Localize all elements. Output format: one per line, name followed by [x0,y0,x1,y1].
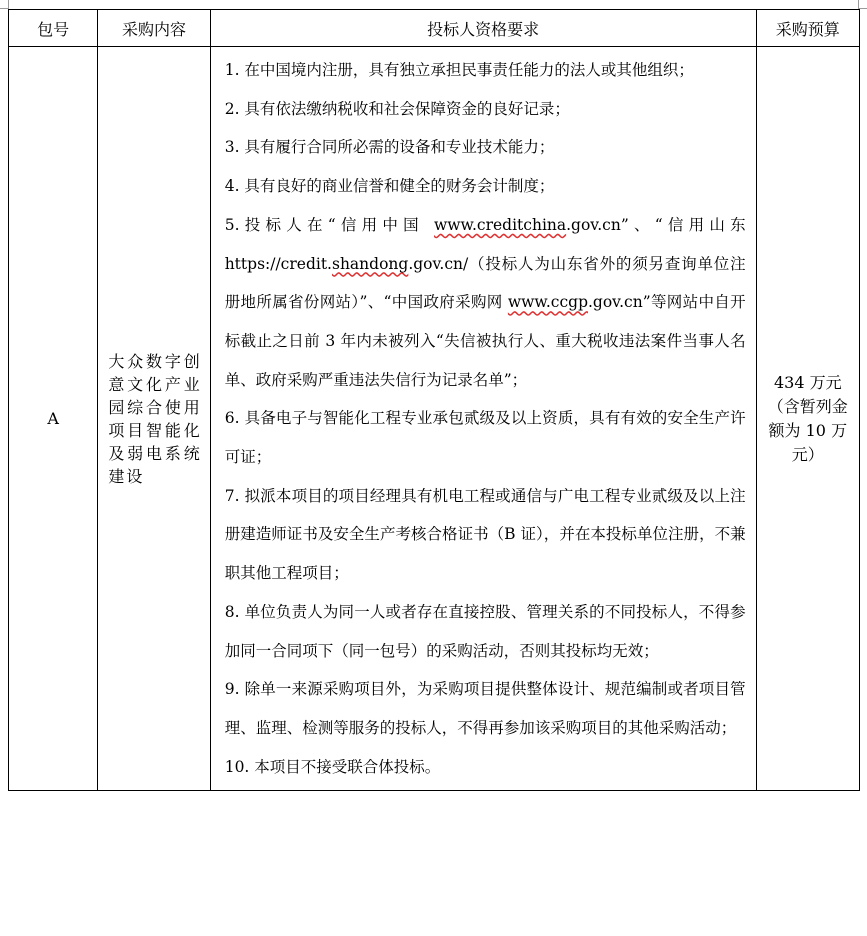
header-requirements: 投标人资格要求 [210,10,756,47]
table-row [9,47,860,791]
requirement-8: 8. 单位负责人为同一人或者存在直接控股、管理关系的不同投标人，不得参加同一合同项下（同一包号）的采购活动，否则其投标均无效； [224,602,746,660]
requirement-6: 6. 具备电子与智能化工程专业承包贰级及以上资质，具有有效的安全生产许可证； [224,409,746,467]
header-package: 包号 [9,10,98,47]
header-row [9,10,860,47]
procurement-table [8,9,860,791]
requirement-2: 2. 具有依法缴纳税收和社会保障资金的良好记录； [224,99,570,118]
requirement-3: 3. 具有履行合同所必需的设备和专业技术能力； [224,138,555,157]
requirement-1: 1. 在中国境内注册，具有独立承担民事责任能力的法人或其他组织； [224,61,694,79]
requirement-5: 5.投标人在“信用中国 www.creditchina.gov.cn”、“信用山东 https://credit.shandong.gov.cn/（投标人为山东省外的须另查询单位注册地所属省份网站）”、“中国政府采购网 www.ccgp.gov.cn”等网站中自开标截止之日前 3 年内未被列入“失信被执行人、重大税收违法案件当事人名单、政府采购严重违法失信行为记录名单”； [224,215,746,389]
corner-mark-left [0,0,9,9]
corner-mark-right [858,0,867,9]
requirement-7: 7. 拟派本项目的项目经理具有机电工程或通信与广电工程专业贰级及以上注册建造师证书及安全生产考核合格证书（B 证），并在本投标单位注册，不兼职其他工程项目； [224,486,746,583]
requirement-4: 4. 具有良好的商业信誉和健全的财务会计制度； [224,177,555,196]
requirement-10: 10. 本项目不接受联合体投标。 [224,757,441,776]
header-budget: 采购预算 [756,10,859,47]
content-cell: 大众数字创意文化产业园综合使用项目智能化及弱电系统建设 [98,47,210,791]
budget-cell: 434 万元（含暂列金额为 10 万元） [756,47,859,791]
requirements-cell [210,47,756,791]
package-cell: A [9,47,98,791]
header-content: 采购内容 [98,10,210,47]
requirement-9: 9. 除单一来源采购项目外，为采购项目提供整体设计、规范编制或者项目管理、监理、检测等服务的投标人，不得再参加该采购项目的其他采购活动； [224,680,746,737]
